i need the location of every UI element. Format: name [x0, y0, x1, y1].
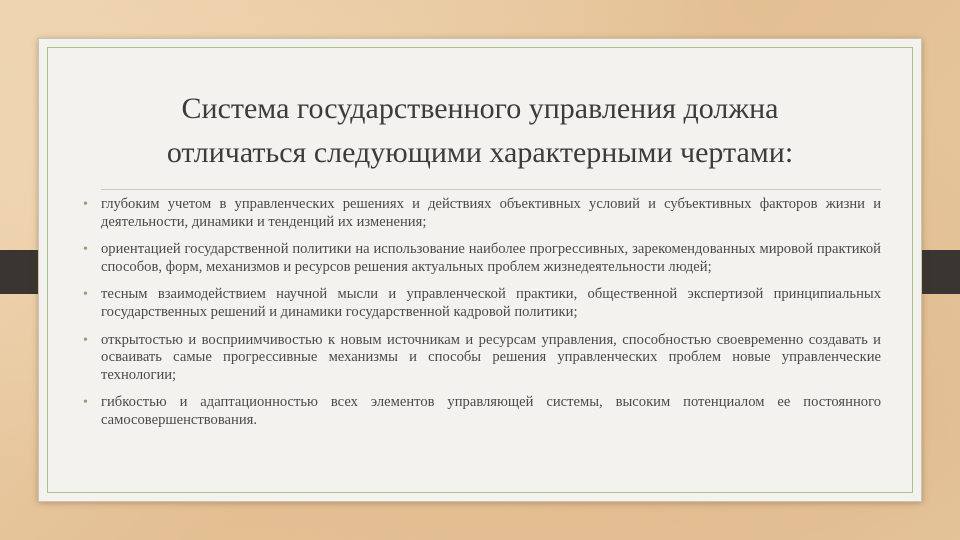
bullet-item	[83, 332, 881, 385]
bullet-icon: •	[83, 197, 88, 212]
bullet-text: гибкостью и адаптационностью всех элементов управляющей системы, высоким потенциалом ее постоянного самосовершенствования.	[101, 394, 881, 428]
slide-title-line2: отличаться следующими характерными чертами:	[166, 136, 794, 169]
slide-title-line1: Система государственного управления должна	[181, 92, 779, 125]
bullet-text: открытостью и восприимчивостью к новым источникам и ресурсам управления, способностью своевременно создавать и осваивать самые прогрессивные механизмы и способы решения управленческих проблем новые управленческие технологии;	[101, 331, 881, 383]
bullet-icon: •	[83, 332, 88, 348]
bullet-item	[83, 394, 881, 429]
slide-card	[38, 38, 922, 502]
bullet-item	[83, 286, 881, 321]
bullet-item	[83, 241, 881, 276]
bullet-icon: •	[83, 242, 88, 258]
bullet-text: тесным взаимодействием научной мысли и управленческой практики, общественной экспертизой принципиальных государственных решений и динамики государственной кадровой политики;	[101, 286, 881, 320]
bullet-text: глубоким учетом в управленческих решениях и действиях объективных условий и субъективных факторов жизни и деятельности, динамики и тенденций их изменения;	[101, 196, 881, 230]
bullet-list	[83, 196, 881, 440]
bullet-text: ориентацией государственной политики на использование наиболее прогрессивных, зарекомендованных мировой практикой способов, форм, механизмов и ресурсов решения актуальных проблем жизнедеятельности людей;	[101, 241, 881, 275]
bullet-item	[83, 196, 881, 231]
title-divider	[101, 189, 881, 190]
bullet-icon: •	[83, 395, 88, 411]
bullet-icon: •	[83, 287, 88, 303]
slide-title	[69, 87, 891, 175]
